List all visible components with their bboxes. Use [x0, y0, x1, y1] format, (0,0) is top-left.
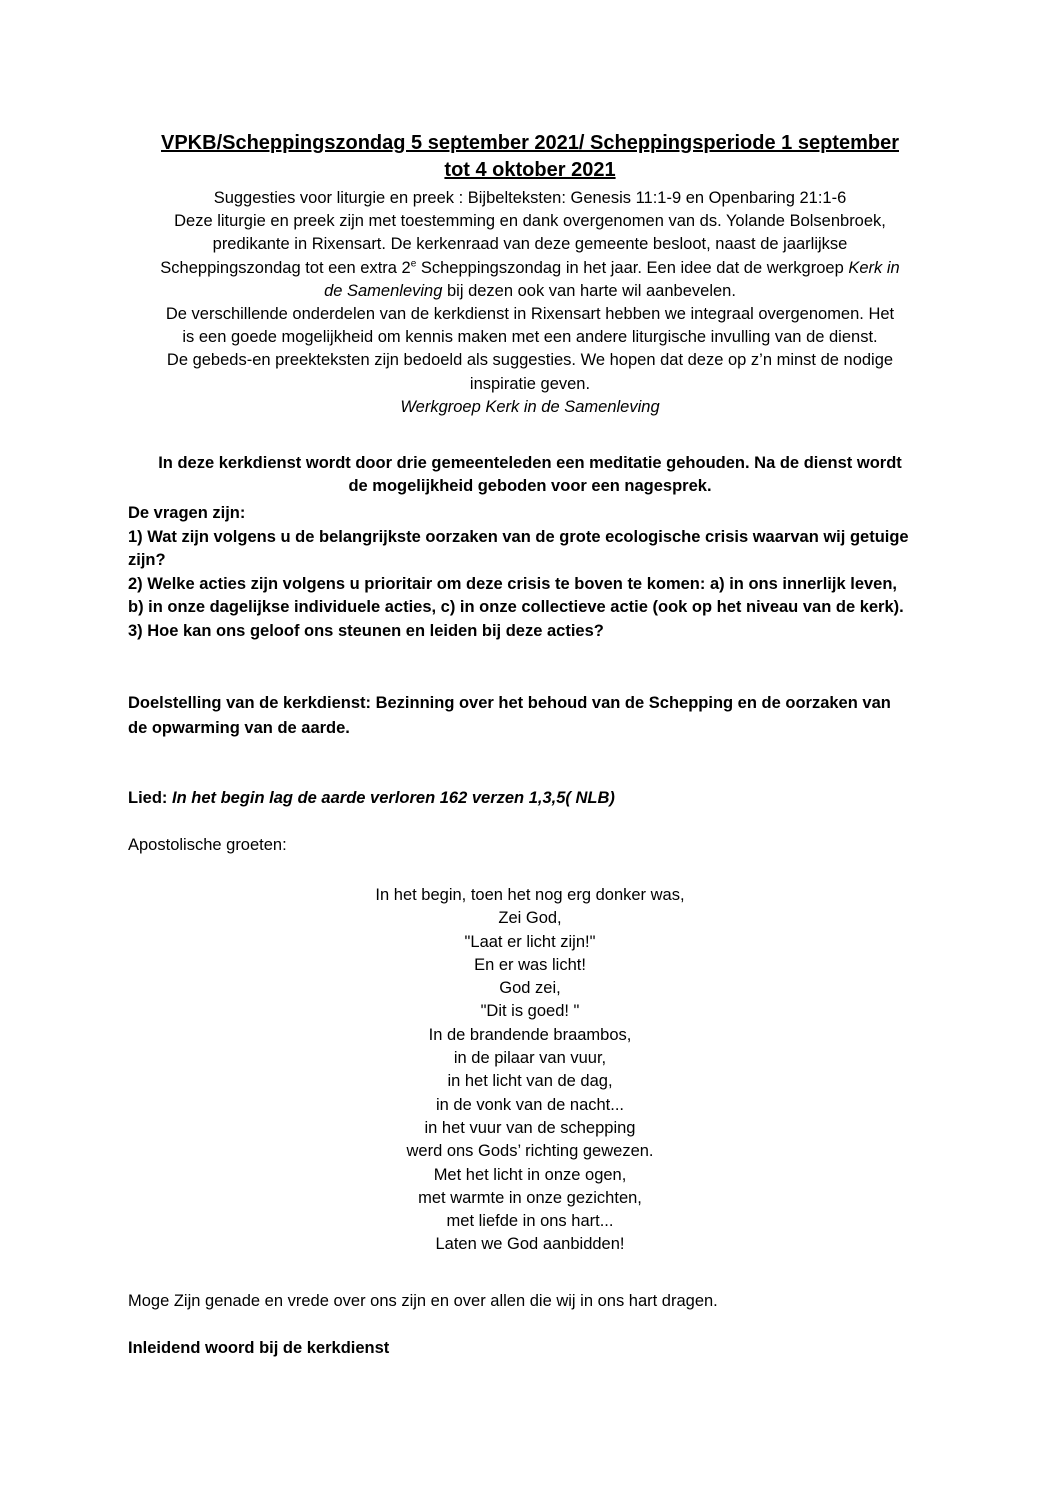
poem-line: in de pilaar van vuur, — [453, 1049, 607, 1068]
meditatie-line-2: de mogelijkheid geboden voor een nagesprek. — [348, 477, 712, 495]
intro-text: bij dezen ook van harte wil aanbevelen. — [442, 281, 736, 300]
document-title — [110, 130, 950, 184]
poem-line: In de brandende braambos, — [428, 1025, 632, 1044]
lied-title: In het begin lag de aarde verloren 162 verzen 1,3,5( NLB) — [172, 789, 615, 807]
poem-line: werd ons Gods’ richting gewezen. — [406, 1142, 654, 1161]
poem-line: in het vuur van de schepping — [424, 1118, 636, 1137]
vraag-2-line-1: 2) Welke acties zijn volgens u prioritair om deze crisis te boven te komen: a) in ons innerlijk leven, — [128, 574, 898, 593]
lied — [128, 789, 928, 808]
intro-suggesties: Suggesties voor liturgie en preek : Bijbelteksten: Genesis 11:1-9 en Openbaring 21:1-6 — [213, 189, 847, 207]
vraag-1-line-2: zijn? — [128, 551, 166, 569]
doelstelling-line-1: Doelstelling van de kerkdienst: Bezinning over het behoud van de Schepping en de oorzaken van — [128, 694, 891, 712]
vragen-list — [128, 502, 938, 643]
intro-italic: de Samenleving — [324, 281, 443, 300]
poem-line: Zei God, — [498, 909, 562, 928]
poem-line: "Dit is goed! " — [480, 1002, 580, 1021]
vragen-heading: De vragen zijn: — [128, 504, 246, 522]
intro-text: Scheppingszondag tot een extra 2 — [160, 258, 411, 277]
poem-line: In het begin, toen het nog erg donker was, — [375, 886, 685, 904]
vraag-1-line-1: 1) Wat zijn volgens u de belangrijkste oorzaken van de grote ecologische crisis waarvan wij getuige — [128, 527, 909, 546]
inleidend-heading: Inleidend woord bij de kerkdienst — [128, 1339, 390, 1357]
intro-italic: Kerk in — [848, 258, 900, 277]
poem — [300, 884, 760, 1257]
poem-line: in het licht van de dag, — [447, 1072, 613, 1091]
poem-line: Laten we God aanbidden! — [435, 1235, 625, 1254]
title-line-2: tot 4 oktober 2021 — [444, 159, 616, 181]
zegen-text: Moge Zijn genade en vrede over ons zijn en over allen die wij in ons hart dragen. — [128, 1292, 718, 1310]
intro-toestemming-1: Deze liturgie en preek zijn met toestemming en dank overgenomen van ds. Yolande Bolsenbroek, — [174, 212, 886, 231]
poem-line: "Laat er licht zijn!" — [464, 932, 596, 951]
lied-label: Lied: — [128, 789, 172, 807]
intro-toestemming-4 — [110, 280, 950, 303]
doelstelling-line-2: de opwarming van de aarde. — [128, 719, 350, 737]
apostolische-groeten-heading: Apostolische groeten: — [128, 836, 287, 854]
intro-toestemming-2: predikante in Rixensart. De kerkenraad van deze gemeente besloot, naast de jaarlijkse — [212, 235, 848, 254]
meditatie-notice — [110, 452, 950, 498]
intro-text: Scheppingszondag in het jaar. Een idee dat de werkgroep — [416, 258, 849, 277]
intro-toestemming-3 — [110, 257, 950, 280]
vraag-3: 3) Hoe kan ons geloof ons steunen en leiden bij deze acties? — [128, 621, 604, 640]
meditatie-line-1: In deze kerkdienst wordt door drie gemeenteleden een meditatie gehouden. Na de dienst wordt — [158, 454, 902, 472]
intro-signature: Werkgroep Kerk in de Samenleving — [400, 397, 660, 416]
intro-paragraph — [110, 187, 950, 419]
poem-line: God zei, — [499, 979, 561, 998]
intro-gebeds-2: inspiratie geven. — [469, 374, 591, 393]
intro-onderdelen-1: De verschillende onderdelen van de kerkdienst in Rixensart hebben we integraal overgenomen. Het — [165, 305, 895, 324]
vraag-2-line-2: b) in onze dagelijkse individuele acties, c) in onze collectieve actie (ook op het niveau van de kerk). — [128, 598, 904, 616]
title-line-1: VPKB/Scheppingszondag 5 september 2021/ Scheppingsperiode 1 september — [161, 132, 899, 154]
intro-onderdelen-2: is een goede mogelijkheid om kennis maken met een andere liturgische invulling van de dienst. — [182, 328, 878, 347]
superscript: e — [410, 258, 417, 270]
poem-line: Met het licht in onze ogen, — [433, 1165, 627, 1184]
poem-line: met liefde in ons hart... — [446, 1212, 614, 1231]
poem-line: En er was licht! — [474, 955, 586, 974]
doelstelling — [128, 691, 928, 741]
poem-line: in de vonk van de nacht... — [435, 1095, 625, 1114]
intro-gebeds-1: De gebeds-en preekteksten zijn bedoeld als suggesties. We hopen dat deze op z’n minst de nodige — [166, 351, 894, 370]
poem-line: met warmte in onze gezichten, — [418, 1188, 642, 1207]
